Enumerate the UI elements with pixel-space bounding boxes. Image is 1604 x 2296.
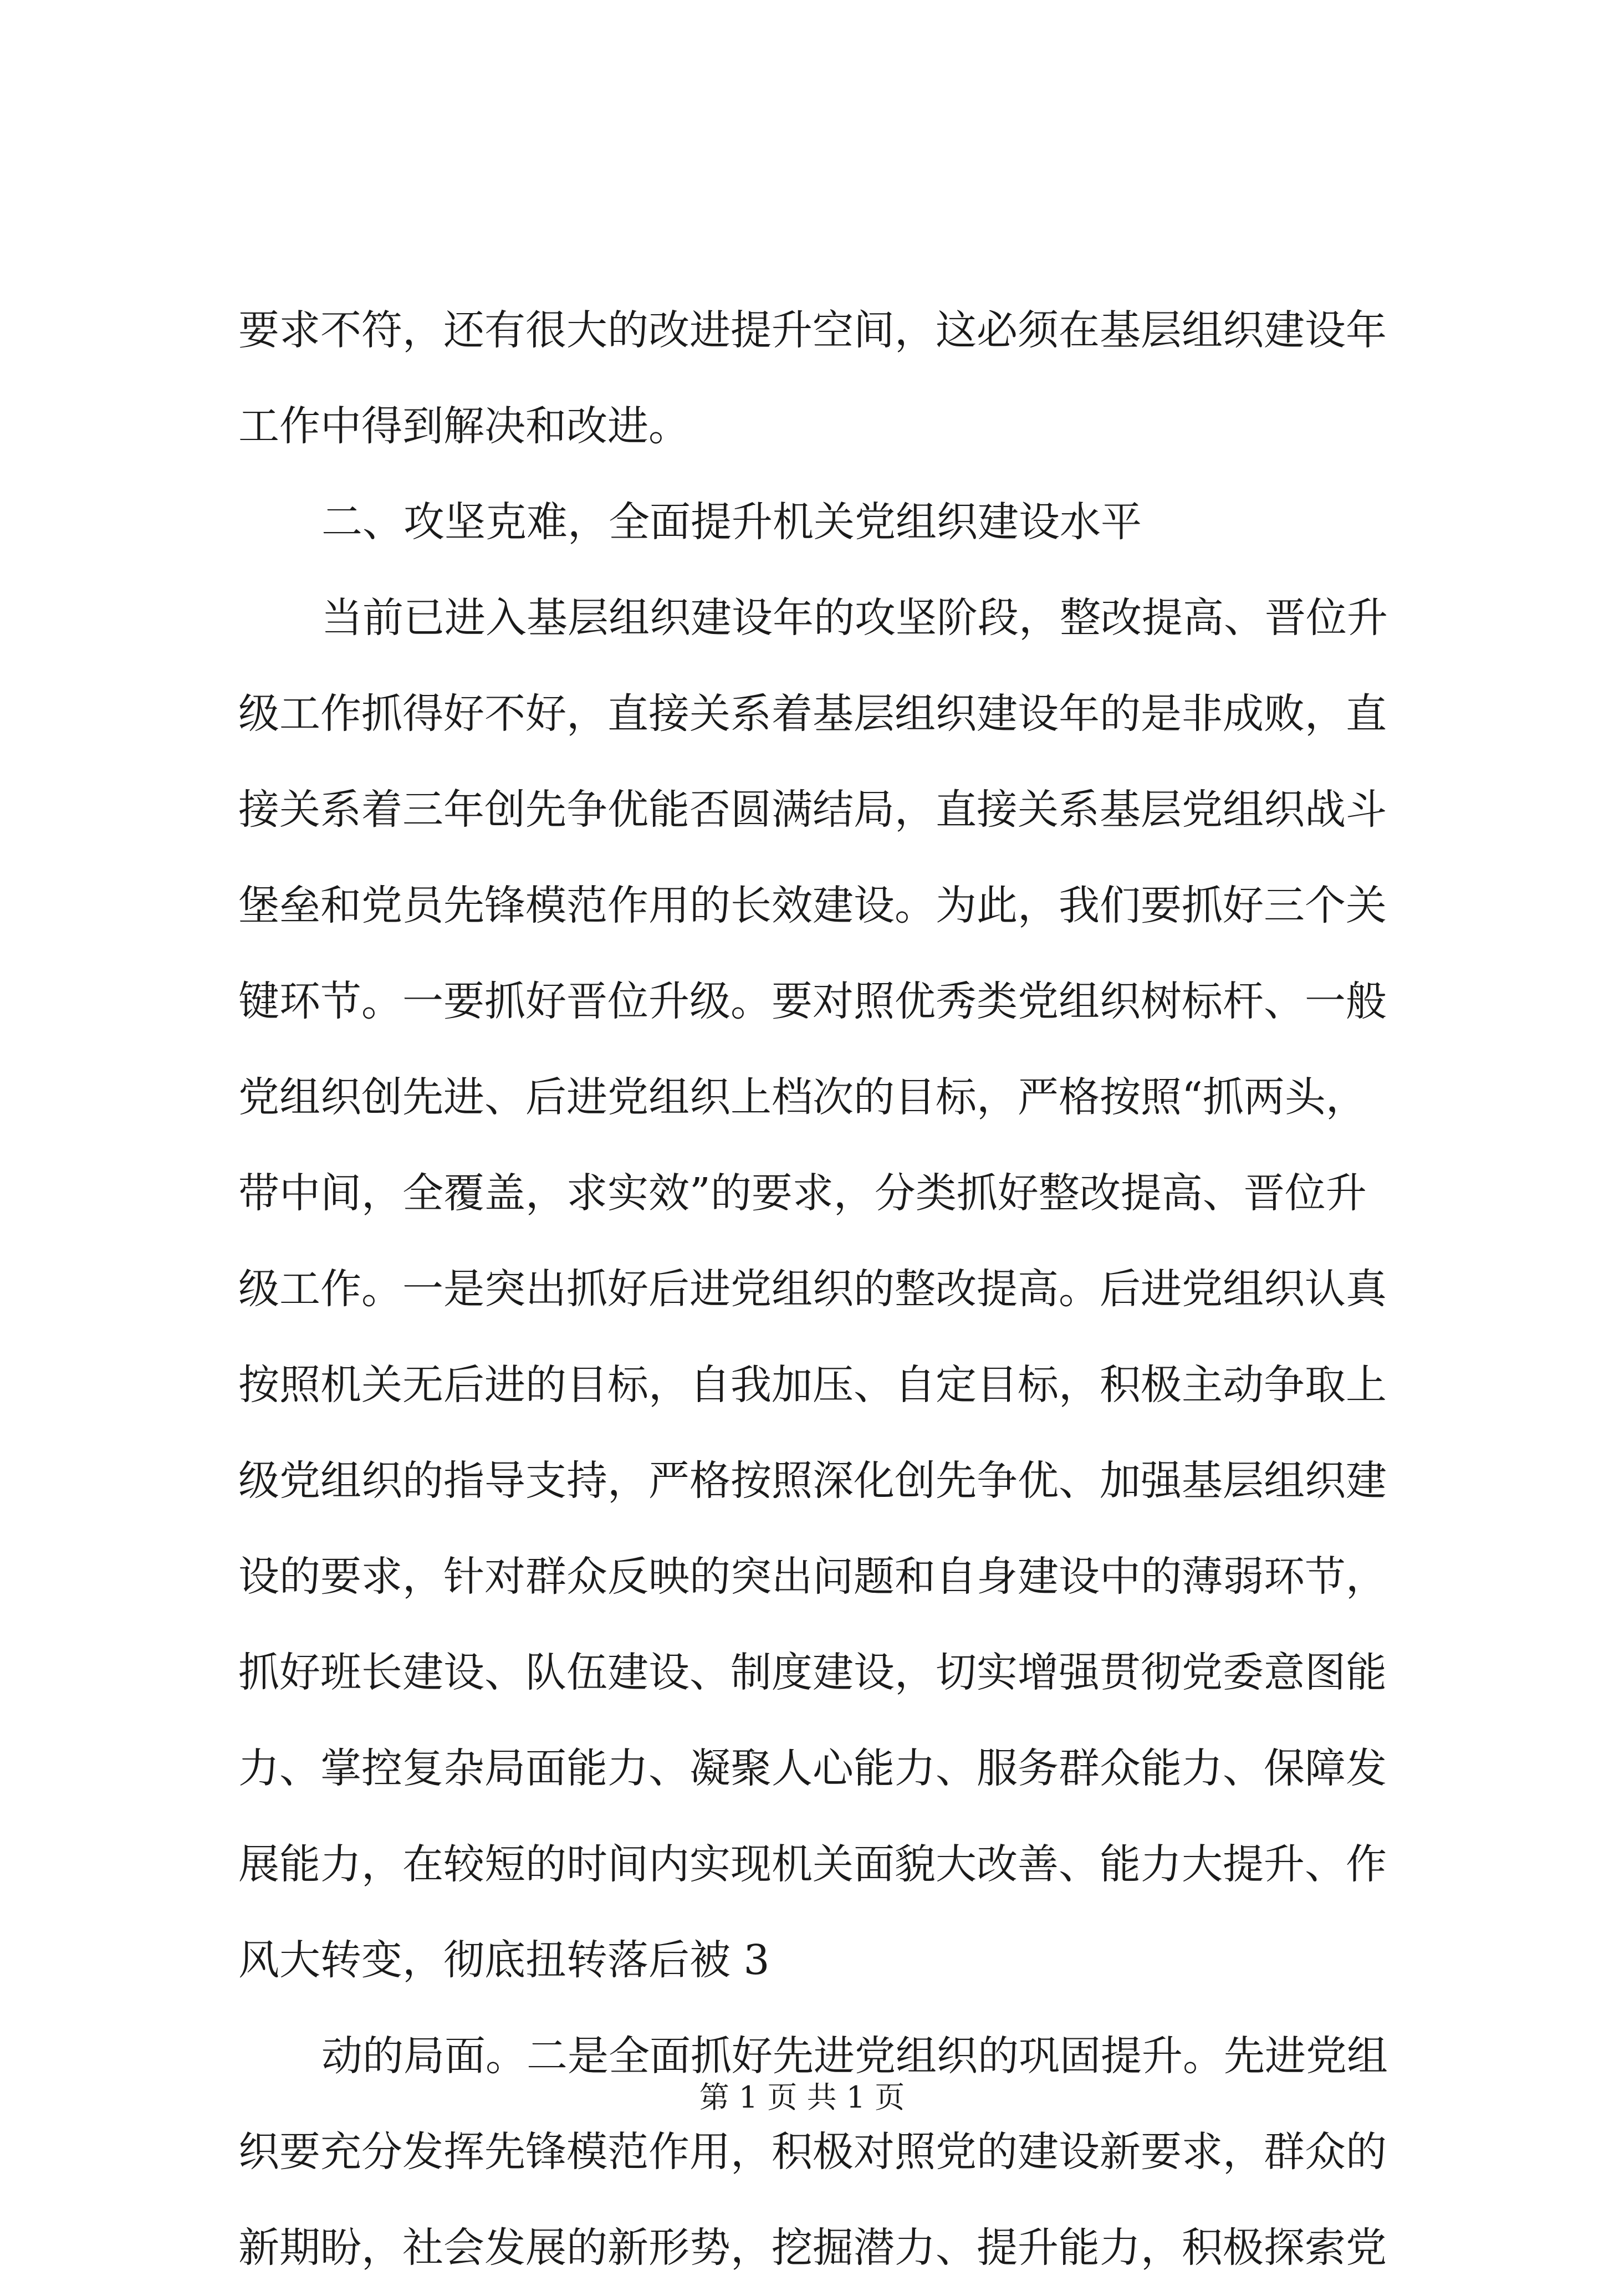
text-line: 风大转变，彻底扭转落后被 3 <box>238 1936 770 1984</box>
text-line: 要求不符，还有很大的改进提升空间，这必须在基层组织建设年 <box>238 306 1387 354</box>
text-line: 键环节。一要抓好晋位升级。要对照优秀类党组织树标杆、一般 <box>238 978 1387 1025</box>
text-line: 级工作。一是突出抓好后进党组织的整改提高。后进党组织认真 <box>238 1265 1387 1313</box>
text-line: 按照机关无后进的目标，自我加压、自定目标，积极主动争取上 <box>238 1361 1387 1409</box>
section-heading: 二、攻坚克难，全面提升机关党组织建设水平 <box>321 498 1142 546</box>
text-line: 展能力，在较短的时间内实现机关面貌大改善、能力大提升、作 <box>238 1840 1387 1888</box>
text-line: 当前已进入基层组织建设年的攻坚阶段，整改提高、晋位升 <box>321 594 1388 642</box>
text-line: 抓好班长建设、队伍建设、制度建设，切实增强贯彻党委意图能 <box>238 1649 1387 1696</box>
text-line: 力、掌控复杂局面能力、凝聚人心能力、服务群众能力、保障发 <box>238 1745 1387 1792</box>
page-footer: 第 1 页 共 1 页 <box>699 2080 905 2115</box>
text-line: 织要充分发挥先锋模范作用，积极对照党的建设新要求，群众的 <box>238 2128 1387 2176</box>
text-line: 带中间，全覆盖，求实效”的要求，分类抓好整改提高、晋位升 <box>238 1169 1367 1217</box>
text-line: 接关系着三年创先争优能否圆满结局，直接关系基层党组织战斗 <box>238 786 1387 833</box>
text-line: 工作中得到解决和改进。 <box>238 402 689 450</box>
text-line: 党组织创先进、后进党组织上档次的目标，严格按照“抓两头， <box>238 1073 1367 1121</box>
text-line: 新期盼，社会发展的新形势，挖掘潜力、提升能力，积极探索党 <box>238 2224 1387 2272</box>
text-line: 级党组织的指导支持，严格按照深化创先争优、加强基层组织建 <box>238 1457 1387 1505</box>
text-line: 设的要求，针对群众反映的突出问题和自身建设中的薄弱环节， <box>238 1553 1387 1600</box>
text-line: 级工作抓得好不好，直接关系着基层组织建设年的是非成败，直 <box>238 690 1387 738</box>
text-line: 堡垒和党员先锋模范作用的长效建设。为此，我们要抓好三个关 <box>238 882 1387 929</box>
text-line: 动的局面。二是全面抓好先进党组织的巩固提升。先进党组 <box>321 2032 1388 2080</box>
document-body <box>238 283 1391 2296</box>
